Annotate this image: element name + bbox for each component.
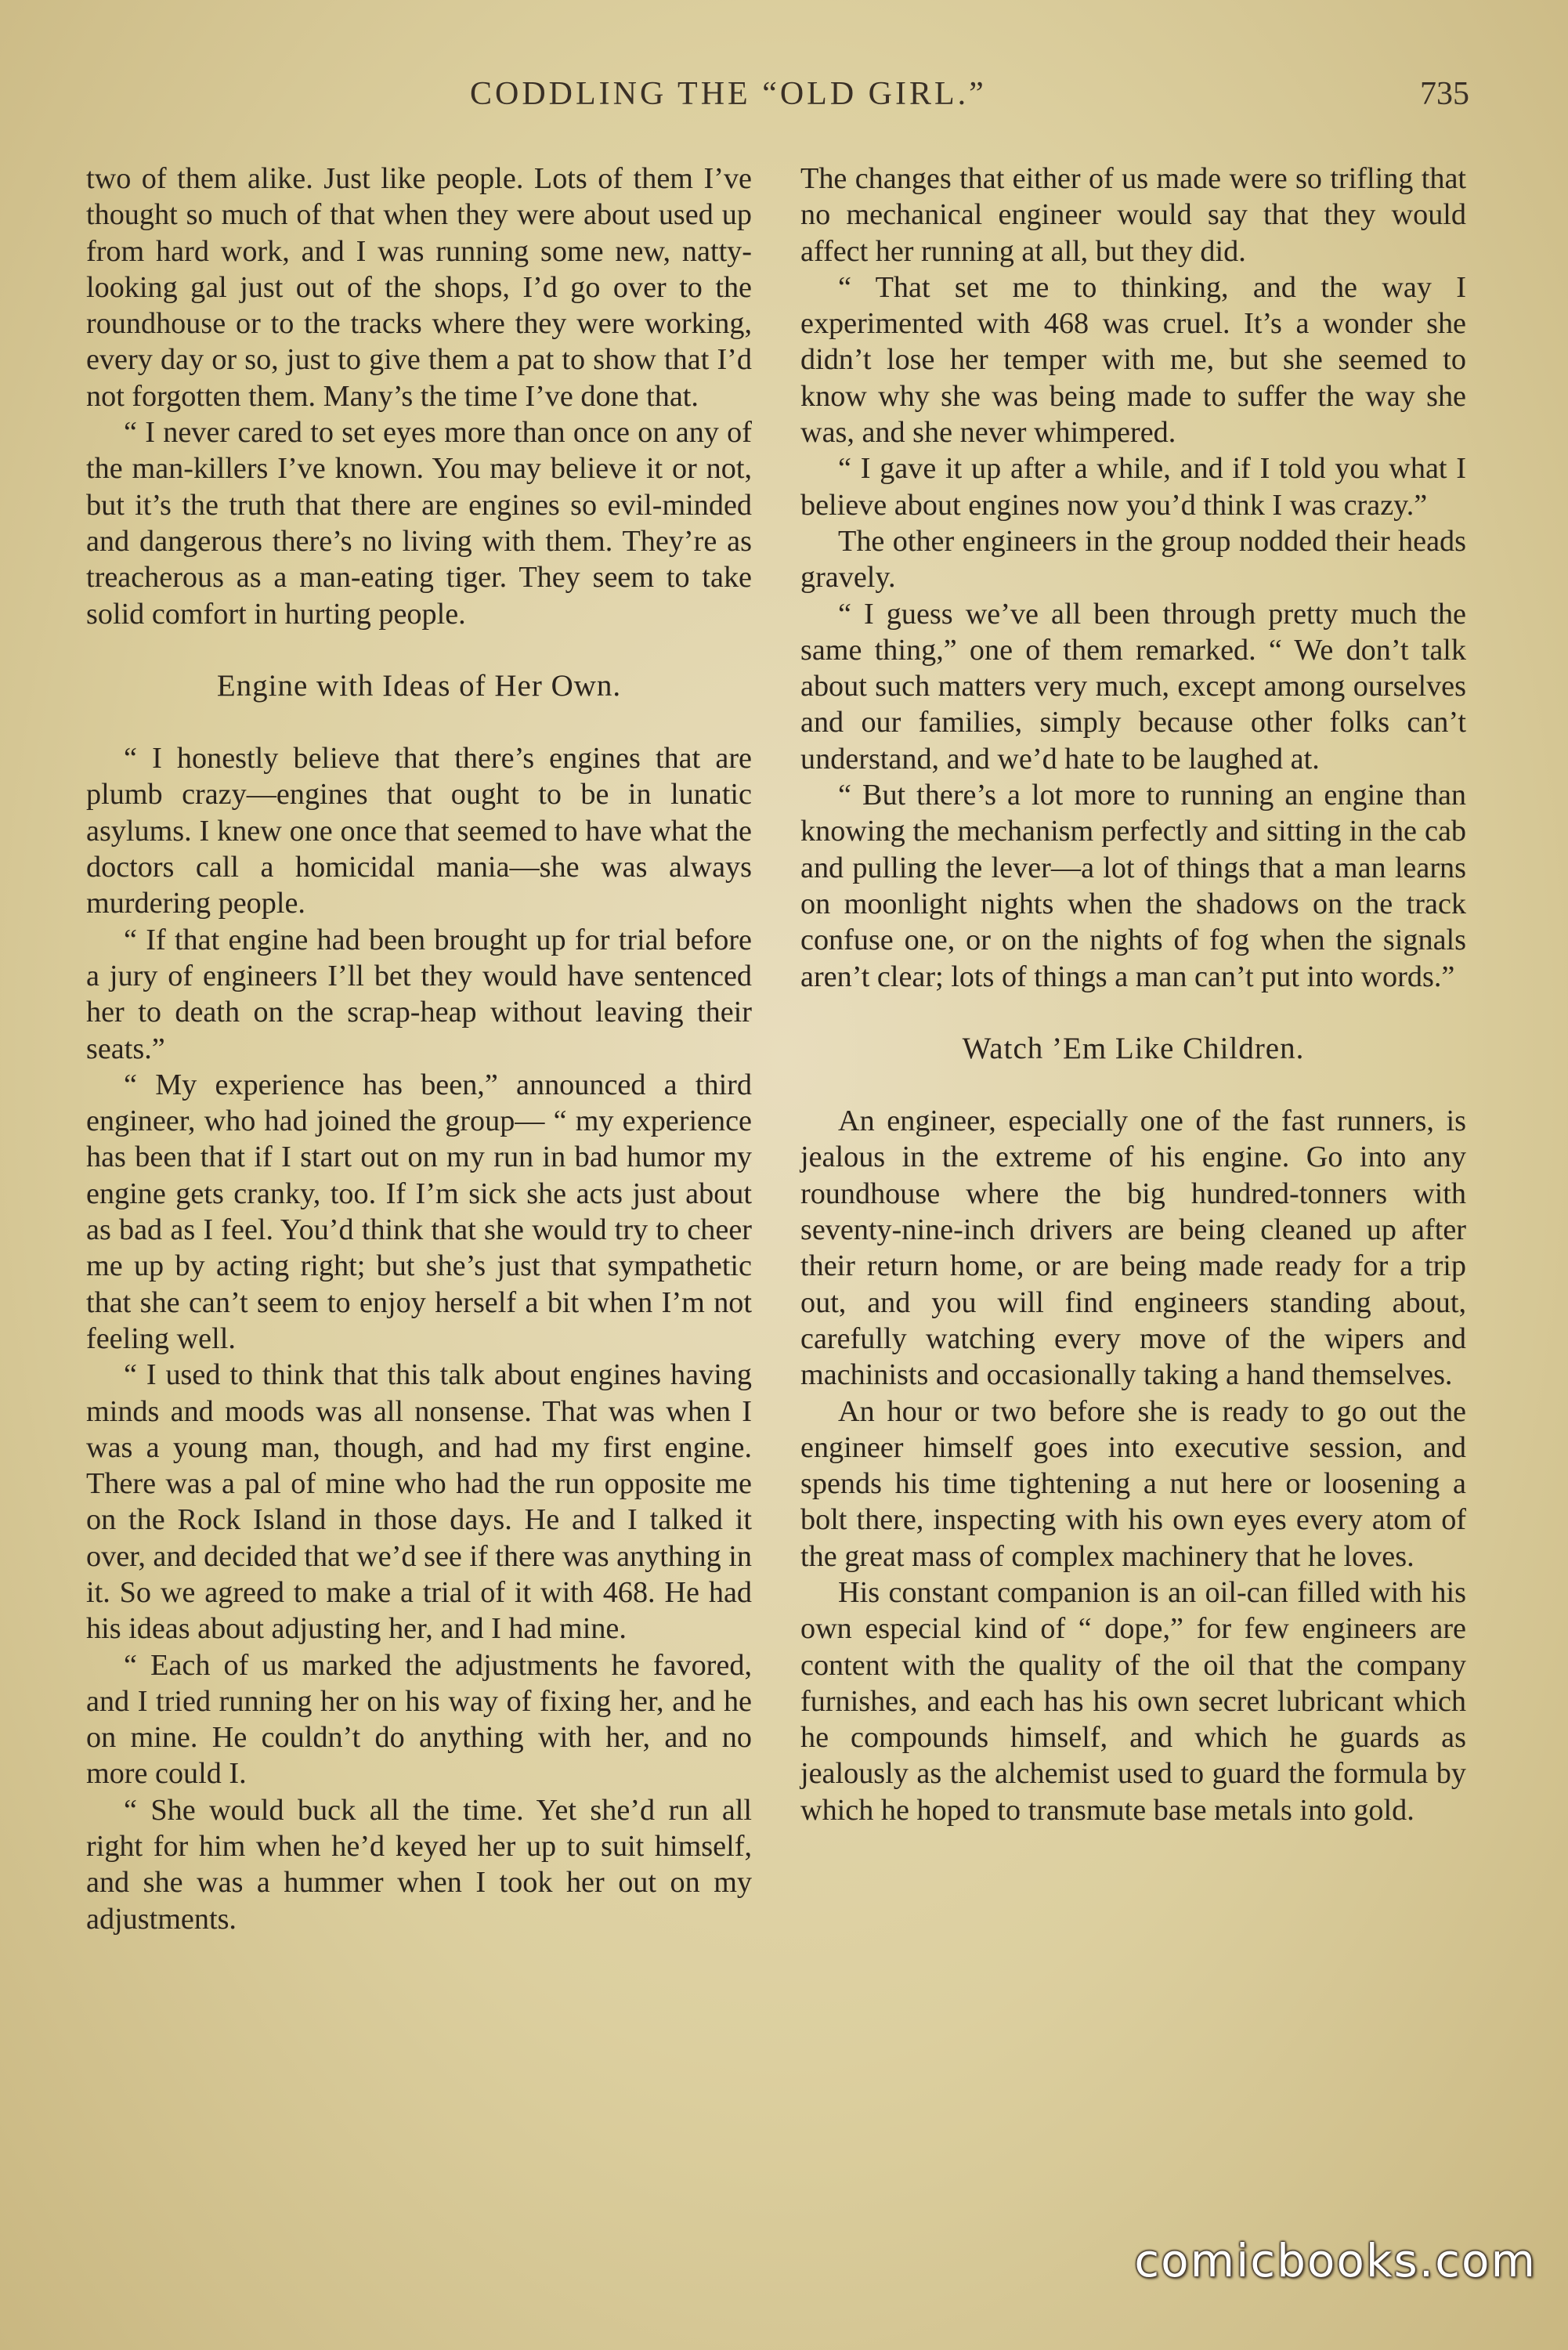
- paragraph: “ My experience has been,” announced a third engineer, who had joined the group— “ my experience has been that if I start out on my run in bad humor my engine gets cranky, too. If I’m sick she acts just about as bad as I feel. You’d think that she would try to cheer me up by acting right; but she’s just that sympathetic that she can’t seem to enjoy herself a bit when I’m not feeling well.: [86, 1068, 752, 1355]
- paragraph: “ I honestly believe that there’s engines that are plumb crazy—engines that ought to be in lunatic asylums. I knew one once that seemed to have what the doctors call a homicidal mania—she was always murdering people.: [86, 742, 752, 920]
- paragraph: “ I used to think that this talk about engines having minds and moods was all nonsense. That was when I was a young man, though, and had my first engine. There was a pal of mine who had the run opposite me on the Rock Island in those days. He and I talked it over, and decided that we’d see if there was anything in it. So we agreed to make a trial of it with 468. He had his ideas about adjusting her, and I had mine.: [86, 1358, 752, 1646]
- paragraph: two of them alike. Just like people. Lots of them I’ve thought so much of that when they were about used up from hard work, and I was running some new, natty-looking gal just out of the shops, I’d go over to the roundhouse or to the tracks where they were working, every day or so, just to give them a pat to show that I’d not forgotten them. Many’s the time I’ve done that.: [86, 162, 752, 413]
- paragraph: “ But there’s a lot more to running an engine than knowing the mechanism perfectly and sitting in the cab and pulling the lever—a lot of things that a man learns on moonlight nights when the shadows on the track confuse one, or on the nights of fog when the signals aren’t clear; lots of things a man can’t put into words.”: [800, 779, 1466, 993]
- paragraph: An engineer, especially one of the fast runners, is jealous in the extreme of his engine. Go into any roundhouse where the big hundred-tonners with seventy-nine-inch drivers are being cleaned up after their return home, or are being made ready for a trip out, and you will find engineers standing about, carefully watching every move of the wipers and machinists and occasionally taking a hand themselves.: [800, 1104, 1466, 1392]
- left-column: [86, 161, 752, 1937]
- paragraph: “ She would buck all the time. Yet she’d run all right for him when he’d keyed her up to suit himself, and she was a hummer when I took her out on my adjustments.: [86, 1793, 752, 1936]
- paragraph: An hour or two before she is ready to go out the engineer himself goes into executive session, and spends his time tightening a nut here or loosening a bolt there, inspecting with his own eyes every atom of the great mass of complex machinery that he loves.: [800, 1394, 1466, 1573]
- paragraph: “ Each of us marked the adjustments he favored, and I tried running her on his way of fixing her, and he on mine. He couldn’t do anything with her, and no more could I.: [86, 1648, 752, 1791]
- paragraph: “ That set me to thinking, and the way I experimented with 468 was cruel. It’s a wonder she didn’t lose her temper with me, but she seemed to know why she was being made to suffer the way she was, and she never whimpered.: [800, 270, 1466, 450]
- paragraph: “ I guess we’ve all been through pretty much the same thing,” one of them remarked. “ We don’t talk about such matters very much, except among ourselves and our families, simply because other folks can’t understand, and we’d hate to be laughed at.: [800, 597, 1466, 776]
- running-title: CODDLING THE “OLD GIRL.”: [470, 76, 987, 112]
- watermark-text: comicbooks.com: [1134, 2234, 1537, 2287]
- paragraph: The changes that either of us made were so trifling that no mechanical engineer would say that they would affect her running at all, but they did.: [800, 162, 1466, 268]
- paragraph: “ I never cared to set eyes more than once on any of the man-killers I’ve known. You may believe it or not, but it’s the truth that there are engines so evil-minded and dangerous there’s no living with them. They’re as treacherous as a man-eating tiger. They seem to take solid comfort in hurting people.: [86, 416, 752, 631]
- paragraph: The other engineers in the group nodded their heads gravely.: [800, 524, 1466, 595]
- section-heading: Watch ’Em Like Children.: [962, 1031, 1305, 1065]
- page-number: 735: [1420, 76, 1469, 112]
- paragraph: “ I gave it up after a while, and if I told you what I believe about engines now you’d think I was crazy.”: [800, 452, 1466, 522]
- section-heading: Engine with Ideas of Her Own.: [216, 668, 622, 703]
- right-column: [800, 161, 1466, 1828]
- paragraph: “ If that engine had been brought up for trial before a jury of engineers I’ll bet they would have sentenced her to death on the scrap-heap without leaving their seats.”: [86, 923, 752, 1065]
- paragraph: His constant companion is an oil-can filled with his own especial kind of “ dope,” for few engineers are content with the quality of the oil that the company furnishes, and each has his own secret lubricant which he compounds himself, and which he guards as jealously as the alchemist used to guard the formula by which he hoped to transmute base metals into gold.: [800, 1575, 1466, 1827]
